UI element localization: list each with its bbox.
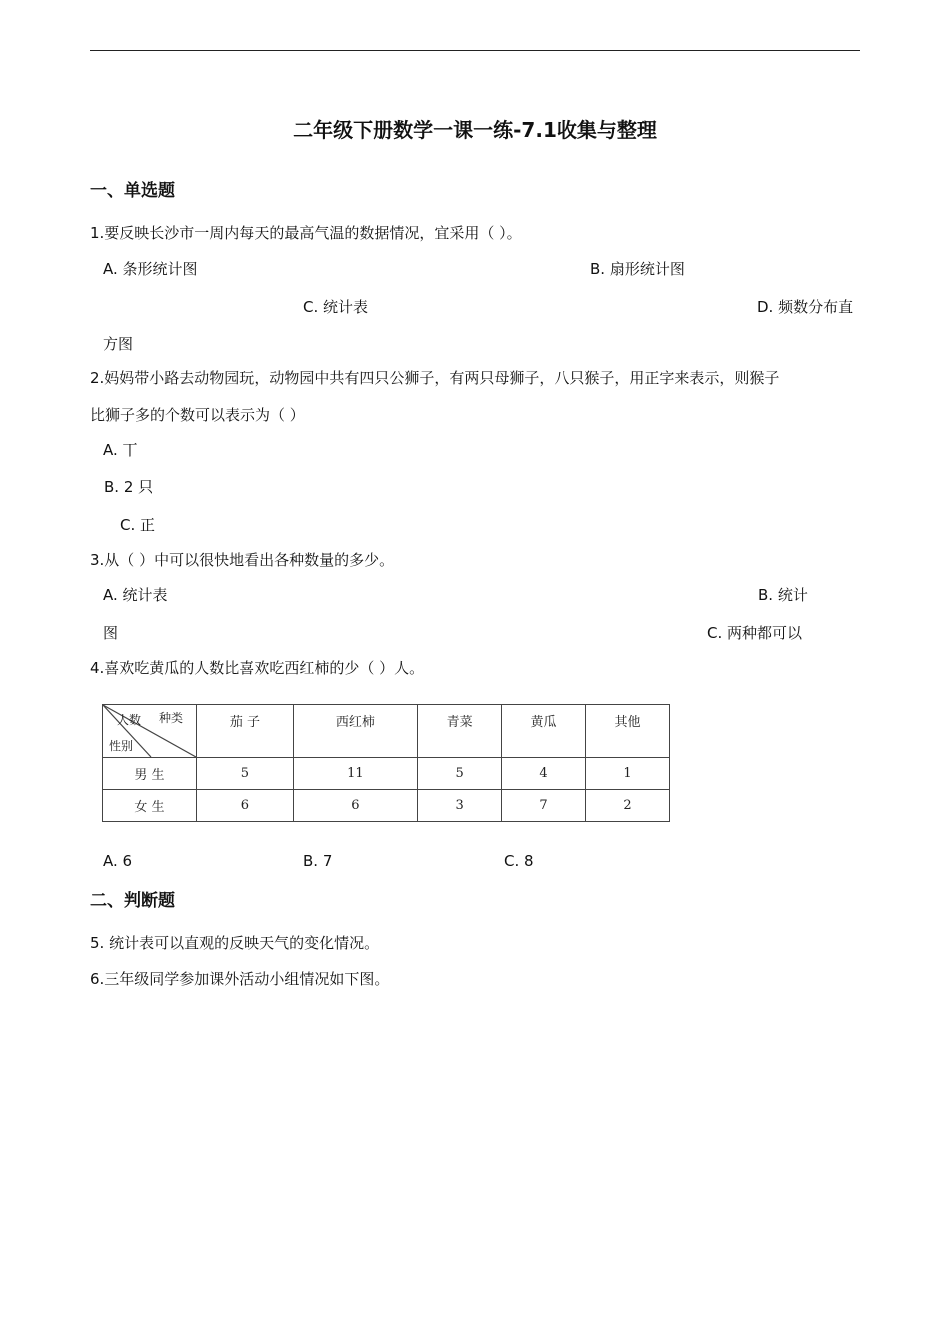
corner-label-type: 种类 [159,711,184,725]
corner-label-count: 人数 [117,713,142,727]
table-cell: 6 [293,790,417,822]
question-2-option-a[interactable]: A. 丅 [103,441,138,459]
table-header-cell: 黄瓜 [502,705,586,758]
question-1-option-c[interactable]: C. 统计表 [303,298,369,316]
question-5-stem: 5. 统计表可以直观的反映天气的变化情况。 [90,934,380,952]
question-3-option-b[interactable]: B. 统计 [758,586,808,604]
table-corner-cell [103,705,197,758]
page-title: 二年级下册数学一课一练-7.1收集与整理 [293,118,657,142]
question-4-option-b[interactable]: B. 7 [303,852,333,870]
question-3-option-c[interactable]: C. 两种都可以 [707,624,803,642]
question-4-option-c[interactable]: C. 8 [504,852,534,870]
table-header-cell: 青菜 [418,705,502,758]
table-header-row [103,705,670,758]
table-row-label: 男 生 [103,758,197,790]
table-row [103,790,670,822]
table-cell: 11 [293,758,417,790]
question-1-option-b[interactable]: B. 扇形统计图 [590,260,685,278]
question-4-option-a[interactable]: A. 6 [103,852,133,870]
table-header-cell: 茄 子 [197,705,294,758]
table-row [103,758,670,790]
vegetable-preference-table [102,704,670,822]
table-cell: 6 [197,790,294,822]
question-3-stem: 3.从（ ）中可以很快地看出各种数量的多少。 [90,551,395,569]
table-cell: 5 [418,758,502,790]
question-2-stem-line1: 2.妈妈带小路去动物园玩，动物园中共有四只公狮子，有两只母狮子，八只猴子，用正字来表示，则猴子 [90,369,780,387]
table-cell: 1 [586,758,670,790]
question-1-option-d-continued: 方图 [103,335,134,353]
table-cell: 2 [586,790,670,822]
section-single-choice: 一、单选题 [90,181,175,201]
question-1-option-d[interactable]: D. 频数分布直 [757,298,854,316]
question-2-stem-line2: 比狮子多的个数可以表示为（ ） [90,406,305,424]
section-true-false: 二、判断题 [90,891,175,911]
question-4-stem: 4.喜欢吃黄瓜的人数比喜欢吃西红柿的少（ ）人。 [90,659,425,677]
question-1-option-a[interactable]: A. 条形统计图 [103,260,198,278]
table-cell: 3 [418,790,502,822]
table-header-cell: 西红柿 [293,705,417,758]
question-1-stem: 1.要反映长沙市一周内每天的最高气温的数据情况，宜采用（ ）。 [90,224,522,242]
table-row-label: 女 生 [103,790,197,822]
question-3-option-a[interactable]: A. 统计表 [103,586,168,604]
table-header-cell: 其他 [586,705,670,758]
question-2-option-c[interactable]: C. 正 [120,516,156,534]
table-cell: 5 [197,758,294,790]
question-6-stem: 6.三年级同学参加课外活动小组情况如下图。 [90,970,390,988]
question-3-option-b-continued: 图 [103,624,119,642]
header-rule [90,50,860,51]
corner-label-gender: 性别 [109,739,134,753]
table-cell: 7 [502,790,586,822]
table-cell: 4 [502,758,586,790]
question-2-option-b[interactable]: B. 2 只 [104,478,154,496]
